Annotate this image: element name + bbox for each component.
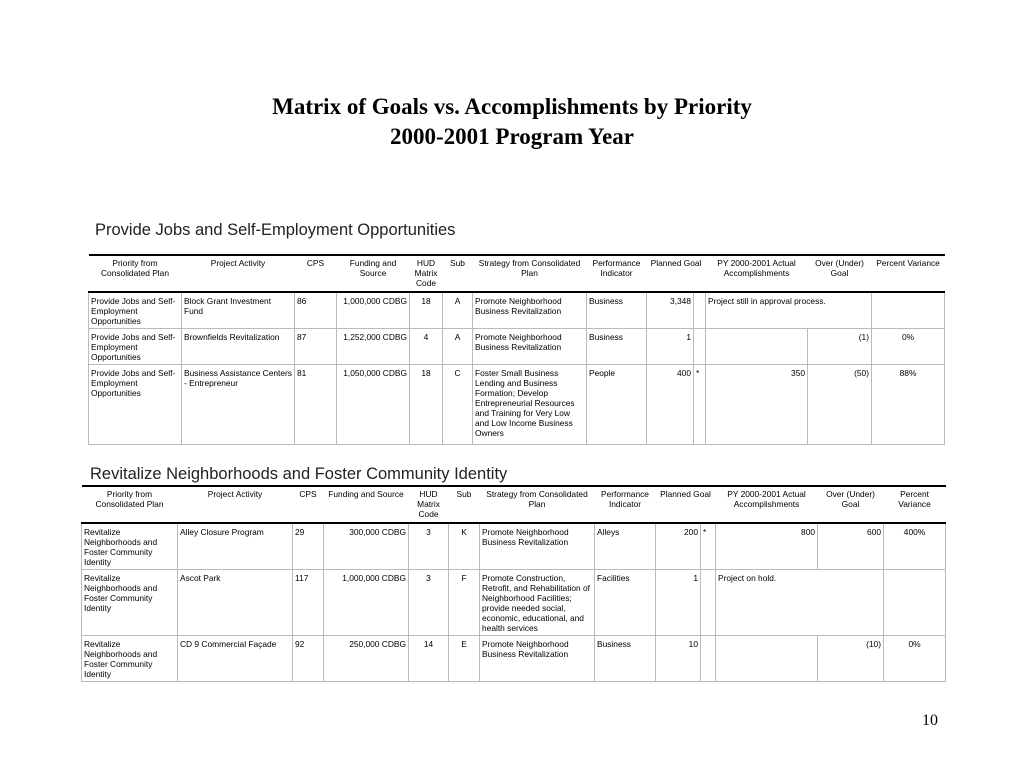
cell-activity: Alley Closure Program (178, 523, 293, 570)
cell-actual (716, 636, 818, 682)
cell-hud: 14 (409, 636, 449, 682)
table-row (89, 329, 945, 365)
table-header-row (89, 255, 945, 292)
cell-sub: A (443, 329, 473, 365)
title-line-1: Matrix of Goals vs. Accomplishments by Priority (272, 94, 752, 119)
cell-over: 600 (818, 523, 884, 570)
col-header-hud: HUD Matrix Code (414, 258, 438, 288)
cell-over: (1) (808, 329, 872, 365)
table-header-row (82, 486, 946, 523)
cell-activity: Business Assistance Centers - Entrepreneur (182, 365, 295, 445)
cell-indicator: Alleys (595, 523, 656, 570)
matrix-table-jobs (88, 254, 945, 445)
cell-hud: 18 (410, 292, 443, 329)
cell-strategy: Promote Neighborhood Business Revitalization (473, 292, 587, 329)
cell-planned: 200 (656, 523, 701, 570)
col-header-actual: PY 2000-2001 Actual Accomplishments (717, 258, 796, 278)
cell-sub: E (449, 636, 480, 682)
col-header-strategy: Strategy from Consolidated Plan (478, 258, 581, 278)
col-header-over: Over (Under) Goal (826, 489, 875, 509)
cell-actual: Project on hold. (716, 570, 884, 636)
cell-variance (872, 292, 945, 329)
cell-strategy: Promote Neighborhood Business Revitalization (473, 329, 587, 365)
col-header-hud: HUD Matrix Code (417, 489, 440, 519)
cell-strategy: Foster Small Business Lending and Business Formation; Develop Entrepreneurial Resources and Training for Very Low and Low Income Business Owners (473, 365, 587, 445)
section-title-jobs: Provide Jobs and Self-Employment Opportunities (95, 221, 456, 239)
cell-priority: Revitalize Neighborhoods and Foster Community Identity (82, 636, 178, 682)
col-header-priority: Priority from Consolidated Plan (95, 489, 164, 509)
cell-activity: Brownfields Revitalization (182, 329, 295, 365)
col-header-actual: PY 2000-2001 Actual Accomplishments (727, 489, 806, 509)
cell-variance: 88% (872, 365, 945, 445)
page-title (0, 92, 1024, 152)
cell-star (694, 329, 706, 365)
cell-funding: 1,000,000 CDBG (324, 570, 409, 636)
col-header-variance: Percent Variance (876, 258, 940, 268)
cell-planned: 400 (647, 365, 694, 445)
col-header-funding: Funding and Source (328, 489, 404, 499)
cell-hud: 4 (410, 329, 443, 365)
cell-sub: K (449, 523, 480, 570)
col-header-priority: Priority from Consolidated Plan (101, 258, 169, 278)
matrix-table-neighborhoods (81, 485, 946, 682)
cell-strategy: Promote Neighborhood Business Revitalization (480, 636, 595, 682)
cell-sub: A (443, 292, 473, 329)
section-title-neighborhoods: Revitalize Neighborhoods and Foster Community Identity (90, 465, 508, 483)
cell-priority: Revitalize Neighborhoods and Foster Community Identity (82, 523, 178, 570)
cell-indicator: Facilities (595, 570, 656, 636)
cell-funding: 1,252,000 CDBG (337, 329, 410, 365)
cell-star (701, 570, 716, 636)
table-row (89, 365, 945, 445)
cell-planned: 1 (647, 329, 694, 365)
cell-actual: 350 (706, 365, 808, 445)
cell-activity: Ascot Park (178, 570, 293, 636)
page-number: 10 (922, 712, 938, 729)
col-header-sub: Sub (450, 258, 465, 268)
cell-activity: CD 9 Commercial Façade (178, 636, 293, 682)
col-header-sub: Sub (456, 489, 472, 499)
title-line-2: 2000-2001 Program Year (390, 124, 634, 149)
col-header-variance: Percent Variance (898, 489, 931, 509)
table-row (82, 523, 946, 570)
cell-funding: 1,000,000 CDBG (337, 292, 410, 329)
col-header-activity: Project Activity (210, 258, 266, 268)
cell-star: * (694, 365, 706, 445)
cell-cps: 81 (295, 365, 337, 445)
col-header-indicator: Performance Indicator (601, 489, 649, 509)
cell-hud: 3 (409, 523, 449, 570)
table-row (82, 570, 946, 636)
cell-funding: 1,050,000 CDBG (337, 365, 410, 445)
cell-planned: 10 (656, 636, 701, 682)
cell-cps: 92 (293, 636, 324, 682)
cell-star (694, 292, 706, 329)
cell-variance: 0% (872, 329, 945, 365)
cell-indicator: Business (595, 636, 656, 682)
col-header-cps: CPS (306, 258, 325, 268)
cell-sub: F (449, 570, 480, 636)
cell-indicator: Business (587, 329, 647, 365)
cell-star (701, 636, 716, 682)
table-row (82, 636, 946, 682)
col-header-planned: Planned Goal (650, 258, 702, 268)
cell-strategy: Promote Construction, Retrofit, and Rehabilitation of Neighborhood Facilities; provide needed social, economic, educational, and health services (480, 570, 595, 636)
cell-sub: C (443, 365, 473, 445)
cell-actual (706, 329, 808, 365)
col-header-cps: CPS (299, 489, 317, 499)
cell-actual: 800 (716, 523, 818, 570)
cell-funding: 300,000 CDBG (324, 523, 409, 570)
cell-variance: 400% (884, 523, 946, 570)
cell-priority: Provide Jobs and Self-Employment Opportunities (89, 292, 182, 329)
cell-priority: Provide Jobs and Self-Employment Opportunities (89, 365, 182, 445)
cell-variance: 0% (884, 636, 946, 682)
cell-strategy: Promote Neighborhood Business Revitalization (480, 523, 595, 570)
cell-over: (10) (818, 636, 884, 682)
cell-over: (50) (808, 365, 872, 445)
cell-planned: 1 (656, 570, 701, 636)
cell-hud: 3 (409, 570, 449, 636)
col-header-activity: Project Activity (207, 489, 263, 499)
cell-variance (884, 570, 946, 636)
cell-priority: Provide Jobs and Self-Employment Opportunities (89, 329, 182, 365)
cell-actual: Project still in approval process. (706, 292, 872, 329)
cell-star: * (701, 523, 716, 570)
cell-funding: 250,000 CDBG (324, 636, 409, 682)
table-row (89, 292, 945, 329)
col-header-planned: Planned Goal (660, 489, 711, 499)
col-header-indicator: Performance Indicator (592, 258, 641, 278)
cell-indicator: People (587, 365, 647, 445)
cell-cps: 87 (295, 329, 337, 365)
cell-indicator: Business (587, 292, 647, 329)
cell-cps: 117 (293, 570, 324, 636)
cell-activity: Block Grant Investment Fund (182, 292, 295, 329)
cell-planned: 3,348 (647, 292, 694, 329)
col-header-over: Over (Under) Goal (815, 258, 864, 278)
col-header-funding: Funding and Source (349, 258, 397, 278)
col-header-strategy: Strategy from Consolidated Plan (486, 489, 588, 509)
cell-hud: 18 (410, 365, 443, 445)
cell-priority: Revitalize Neighborhoods and Foster Community Identity (82, 570, 178, 636)
cell-cps: 86 (295, 292, 337, 329)
cell-cps: 29 (293, 523, 324, 570)
